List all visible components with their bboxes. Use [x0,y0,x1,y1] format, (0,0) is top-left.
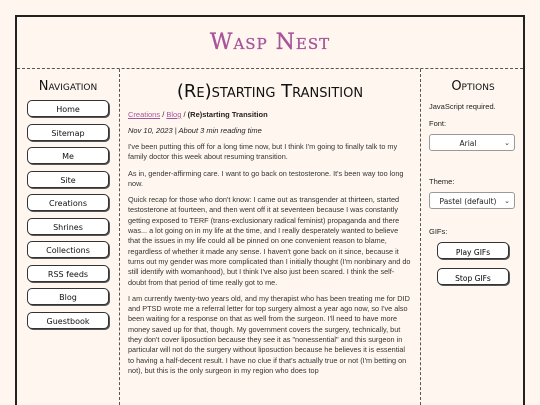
gifs-label: GIFs: [429,227,448,236]
navigation-sidebar [17,69,120,405]
font-select-value: Arial [459,139,477,148]
post-title: (Re)starting Transition [176,81,364,102]
site-header [17,17,523,69]
nav-blog-button[interactable]: Blog [27,288,109,305]
theme-select[interactable] [429,192,515,209]
nav-home-button[interactable]: Home [27,100,109,117]
javascript-note: JavaScript required. [429,102,496,111]
post-paragraph: Quick recap for those who don't know: I came out as transgender at thirteen, started testosterone at fourteen, and then went off it at seventeen because I was constantly getting exposed to TERF (trans-exclusionary radical feminist) propaganda and there was... a lot going on in my life at the time, and I really desperately wanted to believe that the issues in my life could all be pinned on one convenient reason to blame, regardless of whether it made any sense. I haven't gone back on it since, because it turns out my gender was more complicated than I initially thought (I'm nonbinary and do still identify with womanhood), but I think I've also just been scared. I think the self-doubt from that period of time really got to me. [128,195,411,287]
post-meta: Nov 10, 2023 | About 3 min reading time [128,126,262,135]
post-content [120,69,420,405]
options-heading: Options [451,79,495,94]
breadcrumb-creations-link[interactable]: Creations [128,110,161,119]
options-sidebar [420,69,523,405]
nav-me-button[interactable]: Me [27,147,109,164]
nav-site-button[interactable]: Site [27,171,109,188]
chevron-down-icon: ⌄ [504,139,510,147]
site-title[interactable]: Wasp Nest [209,30,331,55]
nav-rss-feeds-button[interactable]: RSS feeds [27,265,109,282]
nav-collections-button[interactable]: Collections [27,241,109,258]
breadcrumb-blog-link[interactable]: Blog [166,110,182,119]
breadcrumb-separator: / [160,110,167,119]
nav-shrines-button[interactable]: Shrines [27,218,109,235]
breadcrumb [128,110,412,119]
navigation-heading: Navigation [38,79,98,94]
post-paragraph: I am currently twenty-two years old, and my therapist who has been treating me for DID and PTSD wrote me a referral letter for top surgery almost a year ago now, so I've also been waiting for a response on that as well from the surgeon. I'll need to have more money saved up for that, though. My government covers the surgery, technically, but they don't cover liposuction because they see it as "nonessential" and this surgeon in particular will not do the surgery without liposuction because he believes it is essential to having a half-decent result. I have no clue if that's actually true or not (I'm betting on not), but this is the only surgeon in my region who does top [128,293,410,375]
theme-select-value: Pastel (default) [439,197,497,206]
post-paragraph: I've been putting this off for a long time now, but I think I'm going to finally talk to my family doctor this week about resuming transition. [128,142,398,162]
breadcrumb-separator: / [181,110,188,119]
post-paragraph: As in, gender-affirming care. I want to go back on testosterone. It's been way too long now. [128,168,404,188]
nav-creations-button[interactable]: Creations [27,194,109,211]
play-gifs-button[interactable]: Play GIFs [437,242,509,259]
font-label: Font: [429,119,447,128]
breadcrumb-current: (Re)starting Transition [187,110,268,119]
stop-gifs-button[interactable]: Stop GIFs [437,268,509,285]
nav-guestbook-button[interactable]: Guestbook [27,312,109,329]
content-columns [17,69,523,405]
chevron-down-icon: ⌄ [504,197,510,205]
font-select[interactable] [429,134,515,151]
theme-label: Theme: [429,177,455,186]
nav-sitemap-button[interactable]: Sitemap [27,124,109,141]
page-frame [15,15,525,405]
